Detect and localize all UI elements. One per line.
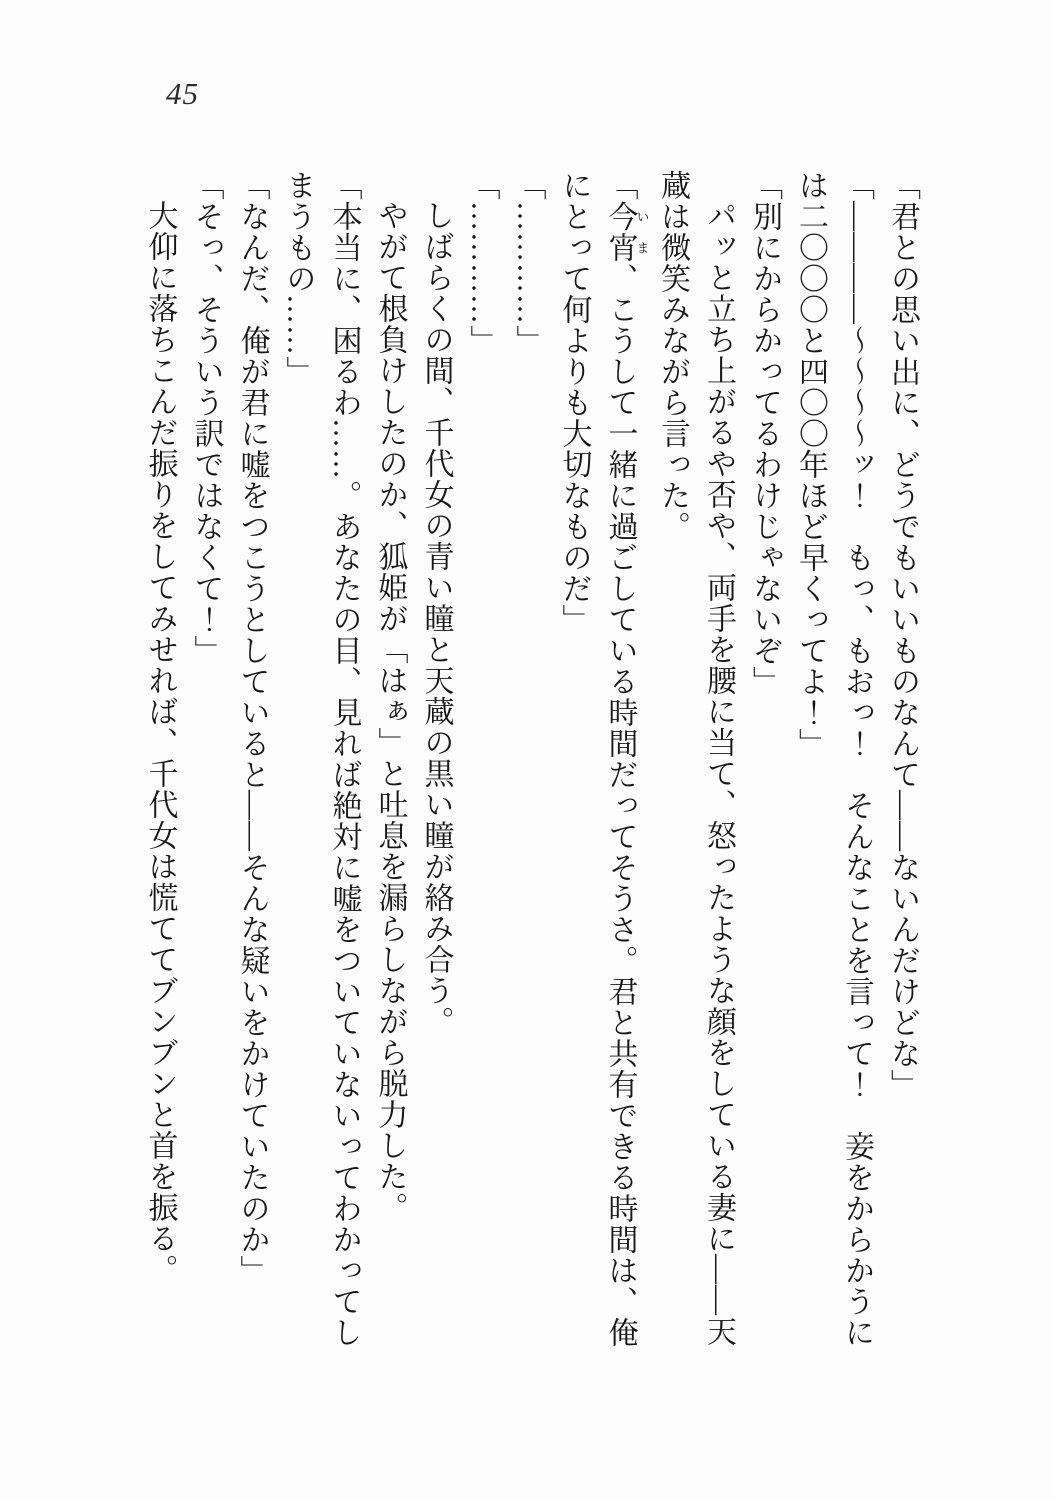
dialogue-paragraph: 「そっ、そういう訳ではなくて！」 [189,170,223,666]
dialogue-paragraph: 「君との思い出に、どうでもいいものなんて――ないんだけどな」 [886,170,919,1100]
dialogue-paragraph-with-furigana [551,170,650,1350]
page-number: 45 [166,76,199,111]
narration-paragraph: 大仰に落ちこんだ振りをしてみせれば、千代女は慌ててブンブンと首を振る。 [143,200,177,1285]
dialogue-paragraph: 「――――〜〜〜〜ッ！ もっ、もおっ！ そんなことを言って！ 妾をからかうには二〇〇〇と四〇〇年ほど早くってよ！」 [794,170,873,1348]
dialogue-paragraph: 「本当に、困るわ……。あなたの目、見れば絶対に嘘をついていないってわかってしまうもの……」 [281,170,361,1348]
vertical-text-block [135,170,925,1350]
narration-paragraph: やがて根負けしたのか、狐姫が「はぁ」と吐息を漏らしながら脱力した。 [373,200,407,1223]
silence-dialogue-paragraph: 「…………」 [465,170,499,356]
dialogue-text: 、こうして一緒に過ごしている時間だってそうさ。君と共有できる時間は、俺にとって何よりも大切なものだ」 [557,170,637,1348]
quote-open: 「 [603,170,637,201]
ruby-furigana: いま [634,201,650,263]
ruby-base: 今宵 [603,201,637,263]
dialogue-paragraph: 「別にからかってるわけじゃないぞ」 [748,170,781,697]
narration-paragraph: パッと立ち上がるや否や、両手を腰に当て、怒ったような顔をしている妻に――天蔵は微笑みながら言った。 [656,170,735,1347]
dialogue-paragraph: 「なんだ、俺が君に嘘をつこうとしていると――そんな疑いをかけていたのか」 [235,170,269,1286]
narration-paragraph: しばらくの間、千代女の青い瞳と天蔵の黒い瞳が絡み合う。 [419,200,453,1037]
silence-dialogue-paragraph: 「…………」 [511,170,545,356]
ruby-annotated-word [603,201,650,263]
